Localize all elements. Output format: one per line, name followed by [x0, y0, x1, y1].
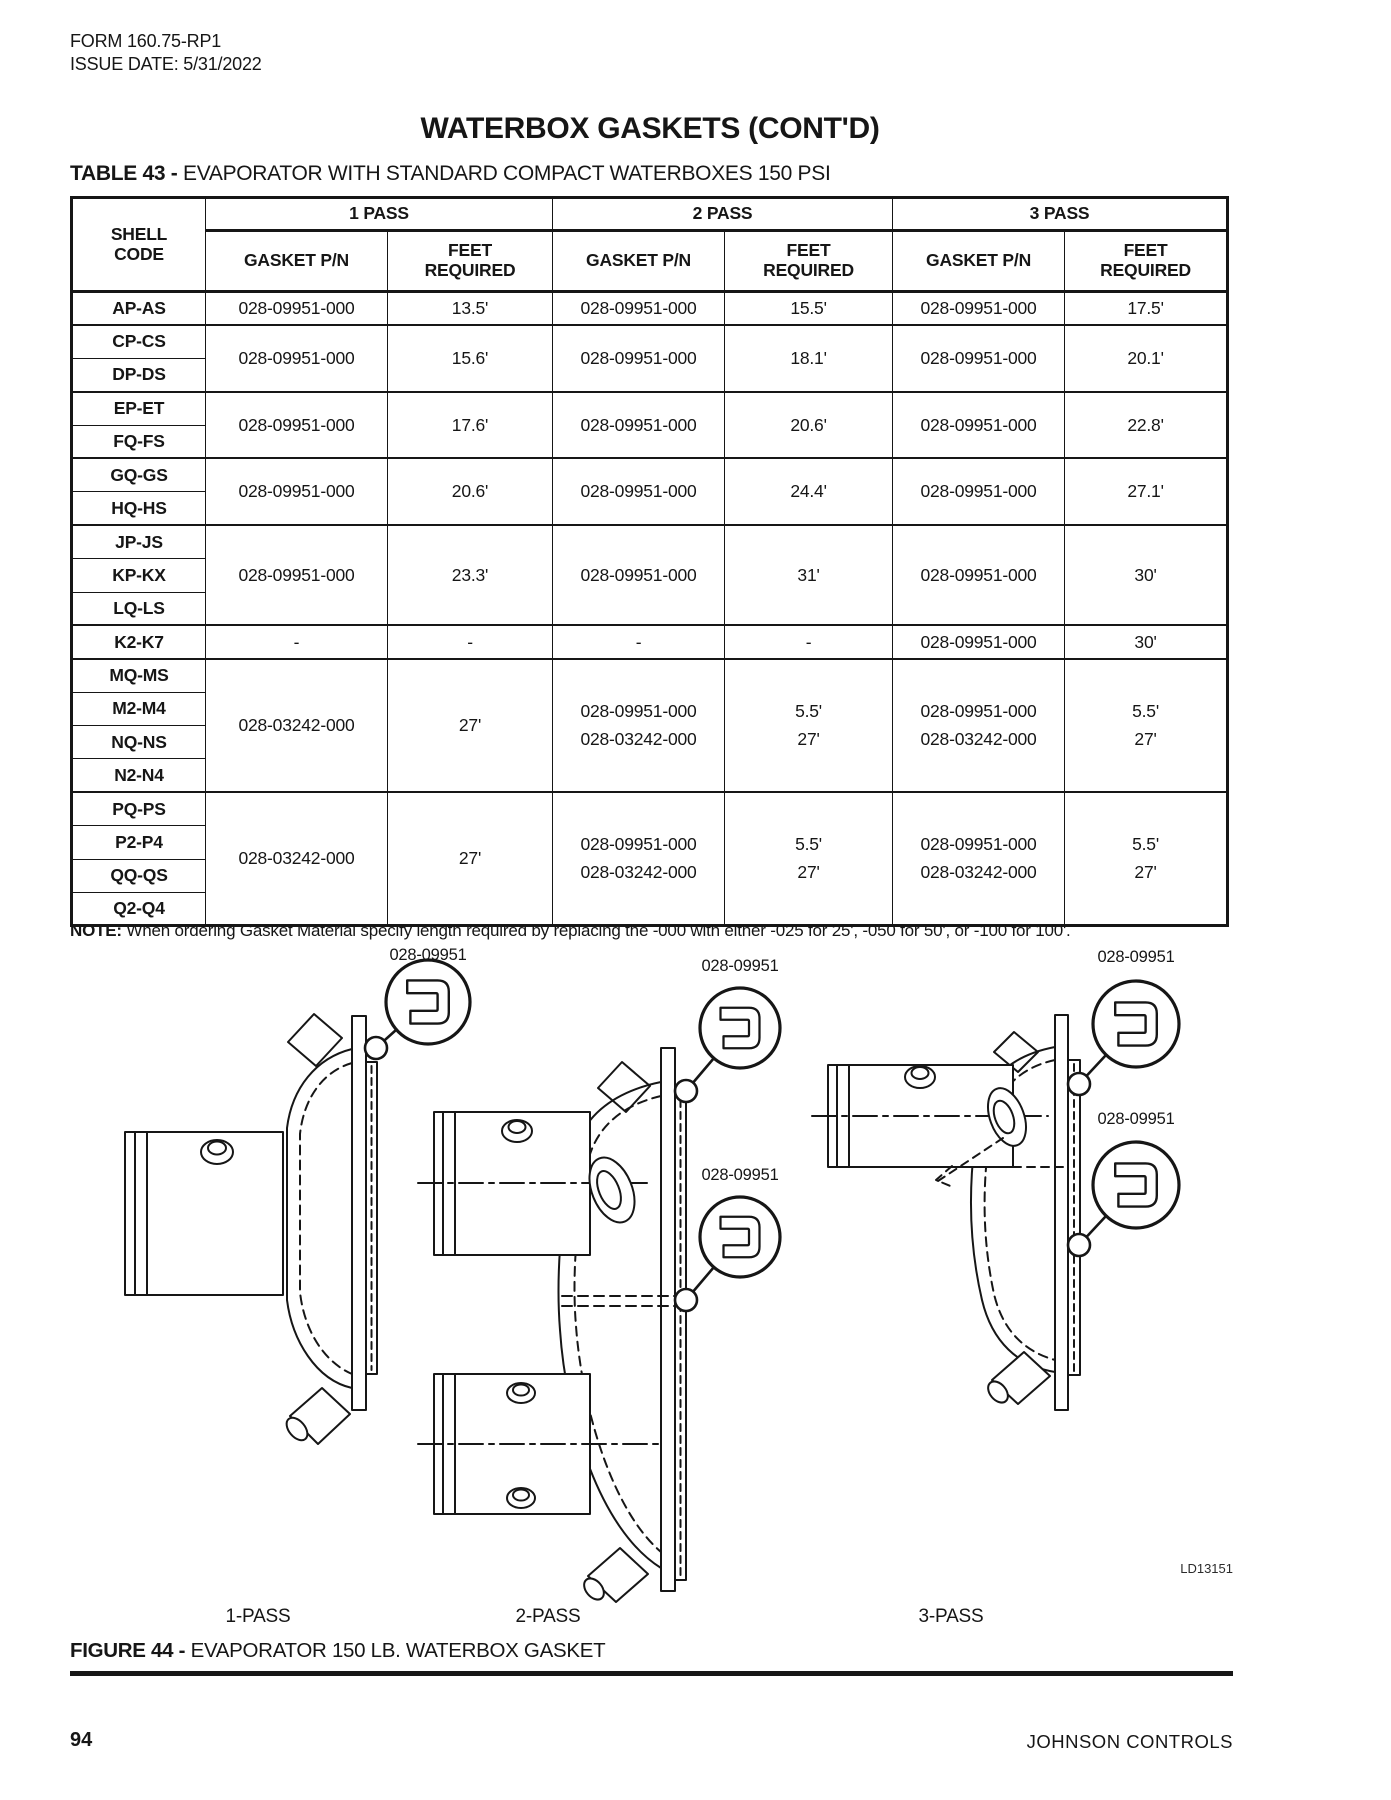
- shell-code-cell: CP-CS: [72, 325, 206, 358]
- feet-required-cell: 5.5' 27': [725, 659, 893, 793]
- col-header-feet-required: FEET REQUIRED: [1065, 231, 1228, 292]
- shell-code-cell: GQ-GS: [72, 458, 206, 491]
- table-row: [72, 625, 1228, 658]
- table-row: [72, 392, 1228, 425]
- feet-required-cell: 18.1': [725, 325, 893, 392]
- waterbox-1pass-drawing: [125, 960, 470, 1444]
- gasket-pn-cell: 028-09951-000: [206, 292, 388, 325]
- figure-44-drawing: [60, 945, 1340, 1637]
- feet-required-cell: 15.6': [388, 325, 553, 392]
- shell-code-cell: M2-M4: [72, 692, 206, 725]
- gasket-pn-cell: 028-09951-000: [553, 292, 725, 325]
- tube-sheet: [661, 1048, 675, 1591]
- feet-required-cell: 22.8': [1065, 392, 1228, 459]
- feet-required-cell: 5.5' 27': [725, 792, 893, 926]
- gasket-callout-circle: [1093, 981, 1179, 1067]
- pass-label-2: 2-PASS: [515, 1606, 581, 1627]
- col-header-shell-code: SHELL CODE: [72, 198, 206, 292]
- gasket-callout-circle: [1093, 1142, 1179, 1228]
- shell-code-cell: KP-KX: [72, 559, 206, 592]
- gasket-callout-circle: [386, 960, 470, 1044]
- gasket-pn-cell: 028-03242-000: [206, 659, 388, 793]
- feet-required-cell: 30': [1065, 525, 1228, 625]
- gasket-pn-cell: 028-09951-000 028-03242-000: [553, 659, 725, 793]
- gasket-pn-cell: 028-09951-000: [893, 325, 1065, 392]
- lifting-lug-top: [288, 1014, 342, 1066]
- gasket-pn-cell: 028-03242-000: [206, 792, 388, 926]
- gasket-pn-cell: 028-09951-000: [206, 392, 388, 459]
- gasket-pn-cell: 028-09951-000 028-03242-000: [893, 659, 1065, 793]
- shell-code-cell: Q2-Q4: [72, 893, 206, 926]
- page-number: 94: [70, 1729, 93, 1751]
- page-header: [70, 30, 262, 75]
- gasket-pn-cell: 028-09951-000: [553, 525, 725, 625]
- shell-code-cell: DP-DS: [72, 358, 206, 391]
- shell-code-cell: PQ-PS: [72, 792, 206, 825]
- waterbox-shell: [287, 1049, 352, 1388]
- gasket-pn-cell: 028-09951-000: [893, 292, 1065, 325]
- feet-required-cell: 24.4': [725, 458, 893, 525]
- gasket-callout-label: 028-09951: [701, 1166, 779, 1184]
- gasket-pn-cell: 028-09951-000: [206, 525, 388, 625]
- figure-caption: [70, 1639, 605, 1663]
- feet-required-cell: -: [725, 625, 893, 658]
- col-header-pass-3: 3 PASS: [893, 198, 1228, 231]
- gasket-pn-cell: -: [206, 625, 388, 658]
- gasket-pn-cell: 028-09951-000: [206, 325, 388, 392]
- feet-required-cell: 15.5': [725, 292, 893, 325]
- shell-code-cell: QQ-QS: [72, 859, 206, 892]
- gasket-table-body: [72, 292, 1228, 926]
- shell-code-cell: LQ-LS: [72, 592, 206, 625]
- issue-date: ISSUE DATE: 5/31/2022: [70, 53, 262, 74]
- figure-caption-text: EVAPORATOR 150 LB. WATERBOX GASKET: [185, 1639, 606, 1662]
- drawing-id: LD13151: [1180, 1561, 1233, 1576]
- gasket-pn-cell: 028-09951-000: [553, 392, 725, 459]
- shell-code-cell: NQ-NS: [72, 726, 206, 759]
- footer-company: JOHNSON CONTROLS: [1026, 1731, 1233, 1752]
- col-header-feet-required: FEET REQUIRED: [388, 231, 553, 292]
- col-header-pass-2: 2 PASS: [553, 198, 893, 231]
- gasket-pn-cell: 028-09951-000: [893, 458, 1065, 525]
- feet-required-cell: 30': [1065, 625, 1228, 658]
- table-caption-text: EVAPORATOR WITH STANDARD COMPACT WATERBOXES 150 PSI: [177, 162, 831, 185]
- gasket-table-head: [72, 198, 1228, 292]
- gasket-callout-label: 028-09951: [701, 957, 779, 975]
- table-row: [72, 325, 1228, 358]
- shell-code-cell: HQ-HS: [72, 492, 206, 525]
- figure-caption-number: FIGURE 44 -: [70, 1639, 186, 1662]
- col-header-gasket-pn: GASKET P/N: [553, 231, 725, 292]
- tube-sheet: [1055, 1015, 1068, 1410]
- table-row: [72, 792, 1228, 825]
- waterbox-3pass-drawing: [812, 981, 1179, 1410]
- gasket-pn-cell: 028-09951-000 028-03242-000: [553, 792, 725, 926]
- shell-code-cell: AP-AS: [72, 292, 206, 325]
- table-row: [72, 659, 1228, 692]
- feet-required-cell: 20.6': [388, 458, 553, 525]
- shell-code-cell: EP-ET: [72, 392, 206, 425]
- waterbox-2pass-drawing: [418, 988, 780, 1603]
- feet-required-cell: 27': [388, 792, 553, 926]
- form-number: FORM 160.75-RP1: [70, 31, 222, 51]
- shell-code-cell: P2-P4: [72, 826, 206, 859]
- gasket-point: [365, 1037, 387, 1059]
- shell-code-cell: N2-N4: [72, 759, 206, 792]
- gasket-pn-cell: 028-09951-000 028-03242-000: [893, 792, 1065, 926]
- gasket-pn-cell: 028-09951-000: [553, 458, 725, 525]
- gasket-point: [675, 1289, 697, 1311]
- gasket-callout-label: 028-09951: [389, 946, 467, 964]
- gasket-callout-label: 028-09951: [1097, 1110, 1175, 1128]
- feet-required-cell: 5.5' 27': [1065, 659, 1228, 793]
- gasket-point: [675, 1080, 697, 1102]
- gasket-pn-cell: 028-09951-000: [893, 625, 1065, 658]
- col-header-gasket-pn: GASKET P/N: [893, 231, 1065, 292]
- feet-required-cell: 20.6': [725, 392, 893, 459]
- table-caption: [70, 162, 830, 186]
- table-row: [72, 458, 1228, 491]
- gasket-point: [1068, 1234, 1090, 1256]
- feet-required-cell: 5.5' 27': [1065, 792, 1228, 926]
- gasket-callout-label: 028-09951: [1097, 948, 1175, 966]
- feet-required-cell: 17.5': [1065, 292, 1228, 325]
- gasket-point: [1068, 1073, 1090, 1095]
- shell-code-cell: K2-K7: [72, 625, 206, 658]
- footer-rule: [70, 1671, 1233, 1676]
- feet-required-cell: 31': [725, 525, 893, 625]
- gasket-pn-cell: 028-09951-000: [893, 525, 1065, 625]
- feet-required-cell: 27.1': [1065, 458, 1228, 525]
- gasket-pn-cell: 028-09951-000: [553, 325, 725, 392]
- gasket-pn-cell: -: [553, 625, 725, 658]
- feet-required-cell: 13.5': [388, 292, 553, 325]
- shell-code-cell: FQ-FS: [72, 425, 206, 458]
- gasket-table: [70, 196, 1229, 927]
- col-header-feet-required: FEET REQUIRED: [725, 231, 893, 292]
- table-row: [72, 525, 1228, 558]
- feet-required-cell: 17.6': [388, 392, 553, 459]
- gasket-pn-cell: 028-09951-000: [206, 458, 388, 525]
- tube-sheet: [352, 1016, 366, 1410]
- gasket-table-wrap: [70, 196, 1229, 927]
- feet-required-cell: 20.1': [1065, 325, 1228, 392]
- table-caption-number: TABLE 43 -: [70, 162, 178, 185]
- col-header-gasket-pn: GASKET P/N: [206, 231, 388, 292]
- table-note: [70, 921, 1270, 941]
- table-row: [72, 292, 1228, 325]
- pass-label-3: 3-PASS: [918, 1606, 984, 1627]
- feet-required-cell: -: [388, 625, 553, 658]
- pass-label-1: 1-PASS: [225, 1606, 291, 1627]
- gasket-callout-circle: [700, 988, 780, 1068]
- note-text: When ordering Gasket Material specify length required by replacing the -000 with either -025 for 25', -050 for 50', or -100 for 100'.: [121, 921, 1071, 940]
- note-label: NOTE:: [70, 921, 122, 940]
- gasket-pn-cell: 028-09951-000: [893, 392, 1065, 459]
- feet-required-cell: 27': [388, 659, 553, 793]
- feet-required-cell: 23.3': [388, 525, 553, 625]
- col-header-pass-1: 1 PASS: [206, 198, 553, 231]
- shell-code-cell: MQ-MS: [72, 659, 206, 692]
- page-title: WATERBOX GASKETS (CONT'D): [420, 112, 880, 145]
- gasket-callout-circle: [700, 1197, 780, 1277]
- shell-code-cell: JP-JS: [72, 525, 206, 558]
